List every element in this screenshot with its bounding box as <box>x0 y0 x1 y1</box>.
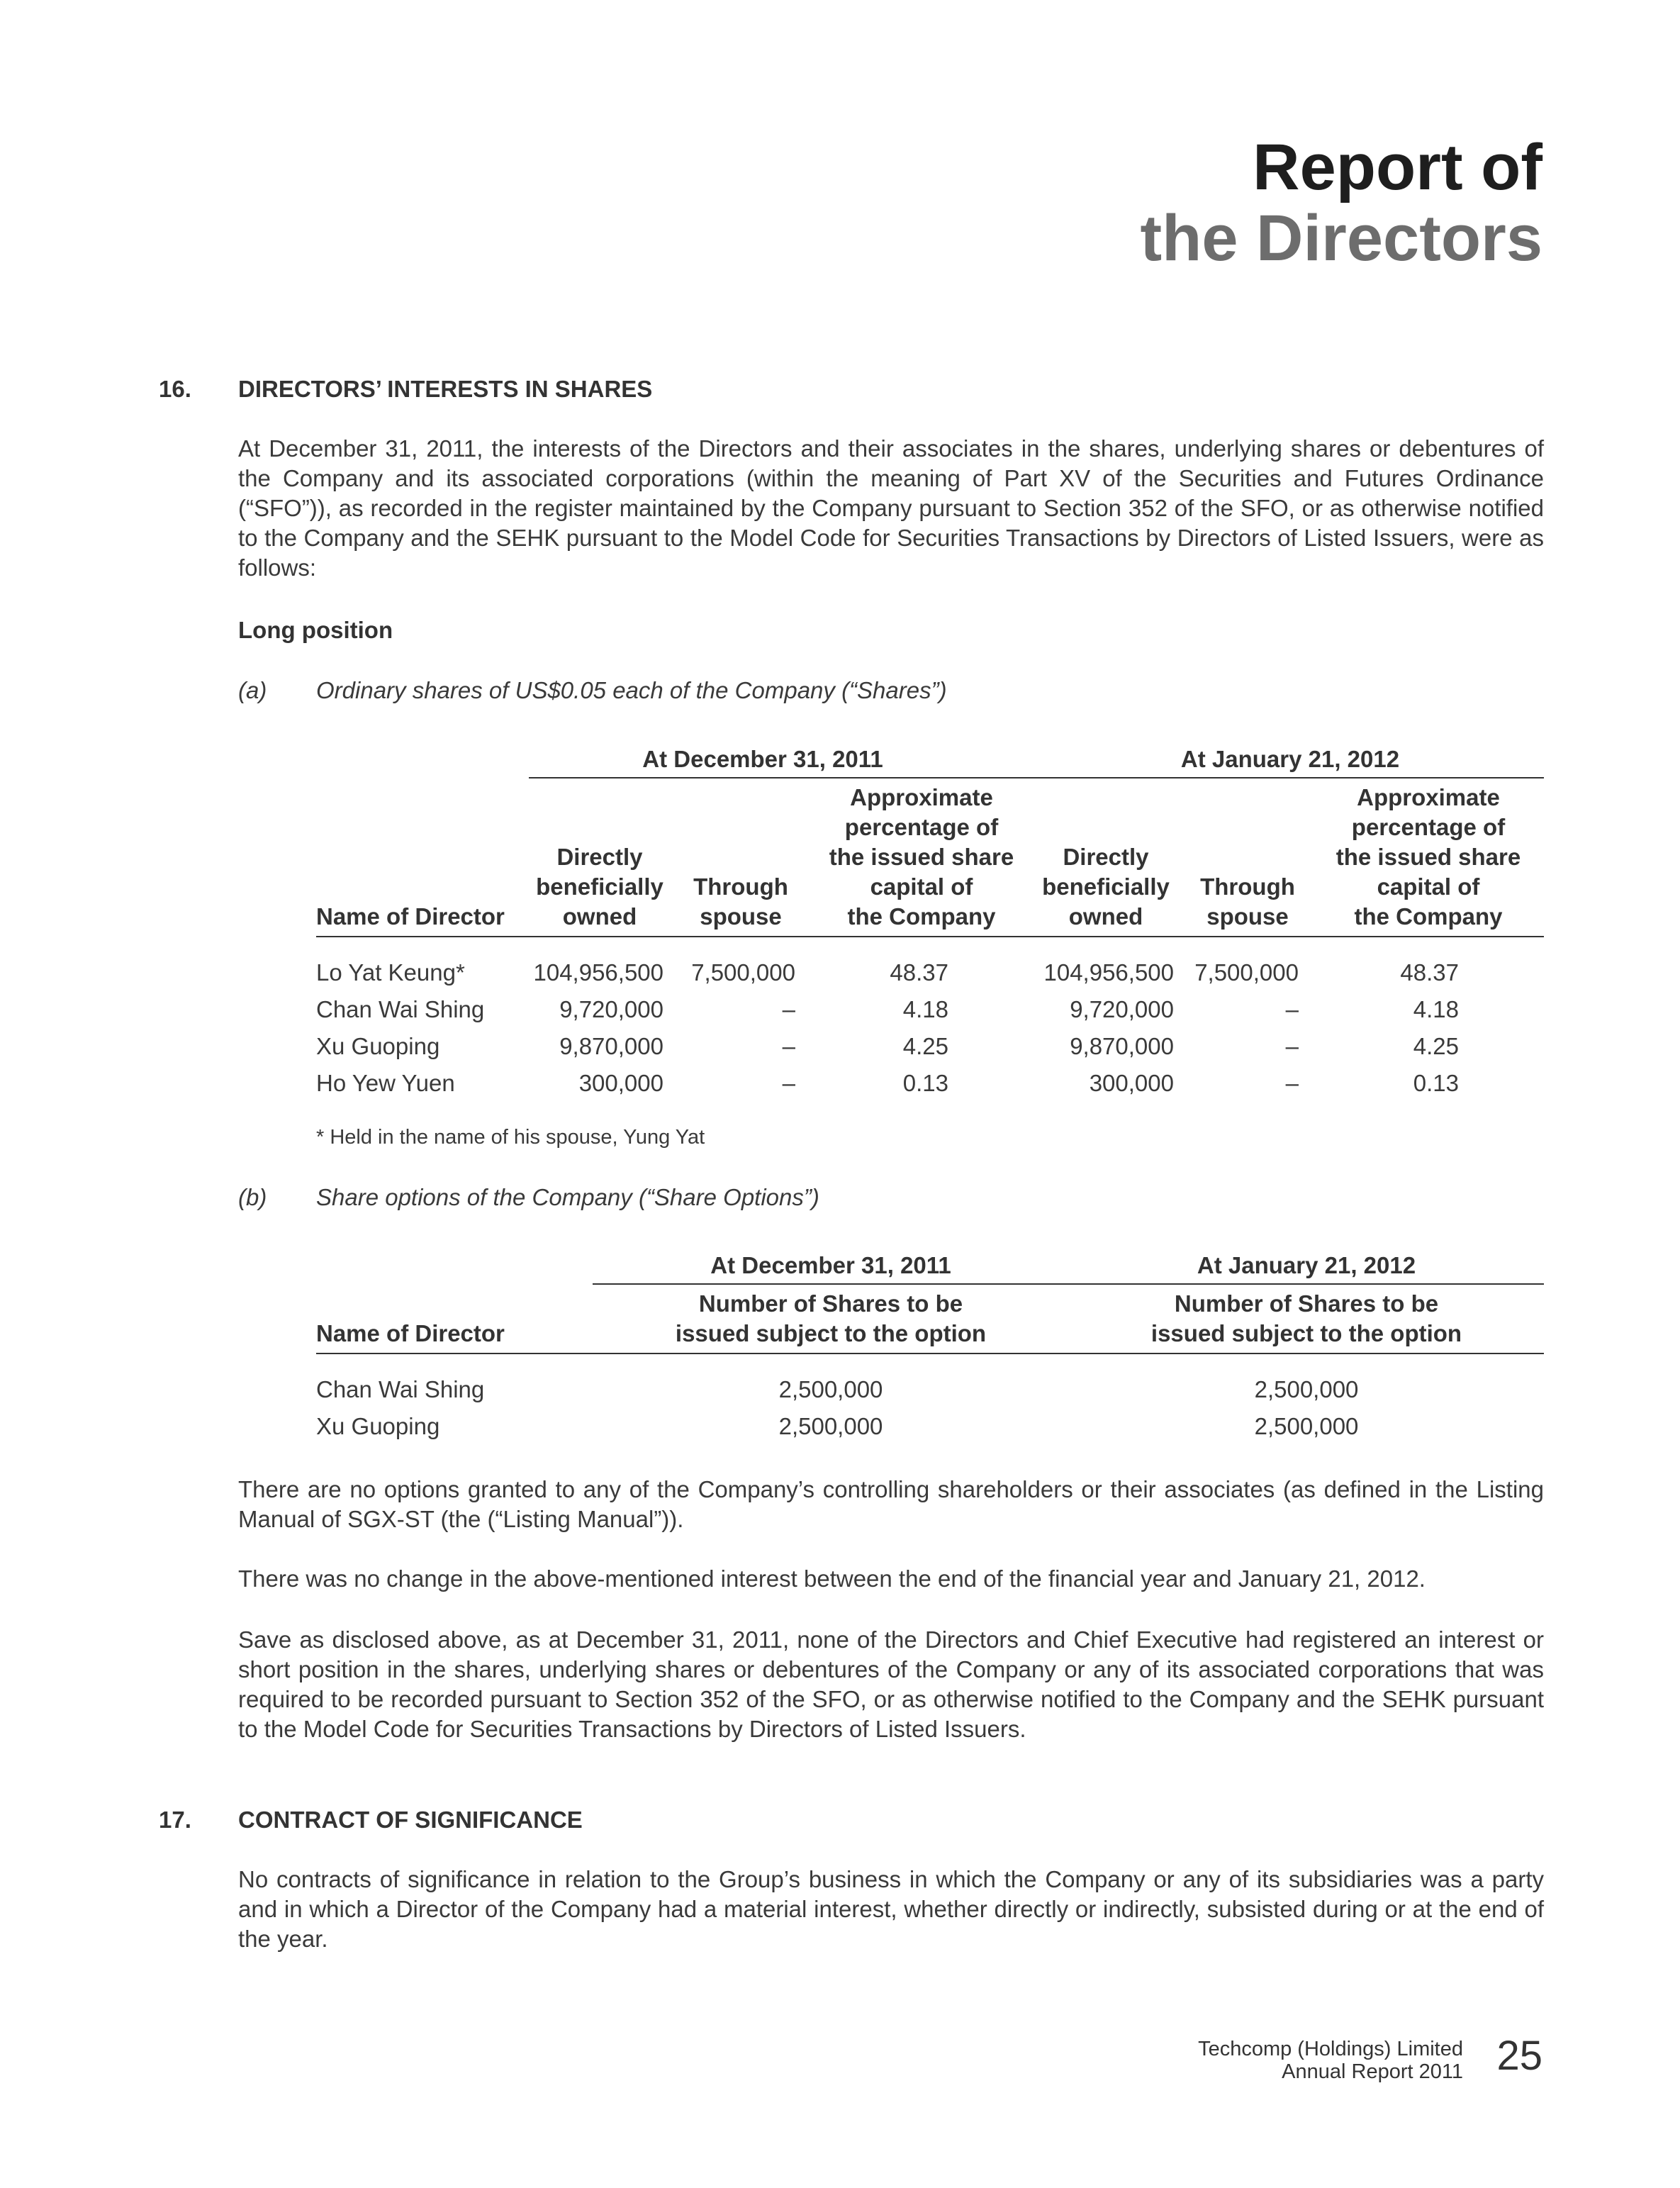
table-a-body <box>0 954 1680 1102</box>
pct-2011: 4.18 <box>902 996 948 1022</box>
table-b-col-name: Name of Director <box>316 1320 505 1346</box>
pct-2012: 4.25 <box>1413 1033 1459 1059</box>
table-row <box>0 1065 1680 1102</box>
section-17-title: CONTRACT OF SIGNIFICANCE <box>238 1807 583 1833</box>
direct-owned-2011: 9,720,000 <box>559 996 663 1022</box>
direct-owned-2012: 300,000 <box>1089 1070 1174 1096</box>
table-a-col-direct-1: Directly beneficially owned <box>536 844 663 930</box>
table-b-group-dec-2011: At December 31, 2011 <box>710 1252 951 1278</box>
direct-owned-2012: 9,870,000 <box>1070 1033 1174 1059</box>
direct-owned-2012: 104,956,500 <box>1043 959 1174 986</box>
section-16-intro: At December 31, 2011, the interests of the Directors and their associates in the shares, underlying shares or debentures of the Company and its associated corporations (within the meaning of Part XV of the Securities and Futures Ordinance (“SFO”)), as recorded in the register maintained by the Company pursuant to Section 352 of the SFO, or as otherwise notified to the Company and the SEHK pursuant to the Model Code for Securities Transactions by Directors of Listed Issuers, were as follows: <box>238 435 1544 581</box>
section-17-body: No contracts of significance in relation to the Group’s business in which the Company or any of its subsidiaries was a party and in which a Director of the Company had a material interest, whether directly or indirectly, subsisted during or at the end of the year. <box>238 1866 1544 1952</box>
table-b-col-num-2: Number of Shares to be issued subject to the option <box>1150 1290 1462 1346</box>
table-a-header-rule <box>316 936 1544 937</box>
table-a-col-spouse-1: Through spouse <box>693 873 788 930</box>
direct-owned-2011: 104,956,500 <box>533 959 663 986</box>
director-name: Ho Yew Yuen <box>316 1070 455 1096</box>
director-name: Chan Wai Shing <box>316 996 485 1022</box>
table-b-header-rule <box>316 1353 1544 1354</box>
direct-owned-2011: 300,000 <box>578 1070 663 1096</box>
no-change-paragraph: There was no change in the above-mentioned interest between the end of the financial year and January 21, 2012. <box>238 1565 1426 1592</box>
director-name: Xu Guoping <box>316 1413 440 1439</box>
footer-company <box>1198 2038 1463 2083</box>
pct-2011: 0.13 <box>902 1070 948 1096</box>
report-title-line2: the Directors <box>1140 202 1542 274</box>
spouse-2012: 7,500,000 <box>1194 959 1299 986</box>
page-number: 25 <box>1496 2033 1542 2079</box>
pct-2012: 4.18 <box>1413 996 1459 1022</box>
options-paragraph: There are no options granted to any of the Company’s controlling shareholders or their associates (as defined in the Listing Manual of SGX-ST (the (“Listing Manual”)). <box>238 1476 1544 1532</box>
table-b-body <box>0 1371 1680 1445</box>
item-b-title: Share options of the Company (“Share Options”) <box>316 1184 819 1210</box>
options-2011: 2,500,000 <box>778 1413 883 1439</box>
item-b-label: (b) <box>238 1184 267 1210</box>
table-a-col-pct-2: Approximate percentage of the issued share capital of the Company <box>1335 784 1521 930</box>
section-16-title: DIRECTORS’ INTERESTS IN SHARES <box>238 376 653 402</box>
table-a-group-dec-2011: At December 31, 2011 <box>642 746 883 772</box>
table-row <box>0 991 1680 1028</box>
options-2011: 2,500,000 <box>778 1376 883 1402</box>
options-2012: 2,500,000 <box>1254 1376 1359 1402</box>
spouse-2011: – <box>782 1070 795 1096</box>
report-title-line1: Report of <box>1253 131 1542 203</box>
spouse-2011: 7,500,000 <box>691 959 795 986</box>
table-a-footnote: * Held in the name of his spouse, Yung Yat <box>316 1126 705 1149</box>
table-a-col-spouse-2: Through spouse <box>1200 873 1295 930</box>
director-name: Chan Wai Shing <box>316 1376 485 1402</box>
table-a-col-direct-2: Directly beneficially owned <box>1042 844 1170 930</box>
table-a-col-name: Name of Director <box>316 903 505 930</box>
table-row <box>0 1408 1680 1445</box>
pct-2012: 48.37 <box>1400 959 1459 986</box>
director-name: Lo Yat Keung* <box>316 959 465 986</box>
spouse-2011: – <box>782 1033 795 1059</box>
direct-owned-2011: 9,870,000 <box>559 1033 663 1059</box>
save-as-disclosed-paragraph: Save as disclosed above, as at December 31, 2011, none of the Directors and Chief Executive had registered an interest or short position in the shares, underlying shares or debentures of the Company or any of its associated corporations that was required to be recorded pursuant to Section 352 of the SFO, or as otherwise notified to the Company and the SEHK pursuant to the Model Code for Securities Transactions by Directors of Listed Issuers. <box>238 1626 1544 1742</box>
footer-company-name: Techcomp (Holdings) Limited <box>1198 2038 1463 2060</box>
table-row <box>0 1028 1680 1065</box>
options-2012: 2,500,000 <box>1254 1413 1359 1439</box>
section-17-number: 17. <box>159 1807 191 1833</box>
table-b-col-num-1: Number of Shares to be issued subject to the option <box>675 1290 987 1346</box>
long-position-heading: Long position <box>238 617 393 643</box>
item-a-title: Ordinary shares of US$0.05 each of the Company (“Shares”) <box>316 677 947 703</box>
footer-report-name: Annual Report 2011 <box>1282 2060 1463 2083</box>
director-name: Xu Guoping <box>316 1033 440 1059</box>
spouse-2012: – <box>1285 1070 1299 1096</box>
pct-2011: 48.37 <box>890 959 948 986</box>
spouse-2011: – <box>782 996 795 1022</box>
direct-owned-2012: 9,720,000 <box>1070 996 1174 1022</box>
table-b-group-jan-2012: At January 21, 2012 <box>1197 1252 1416 1278</box>
table-a-col-pct-1: Approximate percentage of the issued share capital of the Company <box>829 784 1014 930</box>
table-b-group-rule <box>593 1283 1544 1285</box>
spouse-2012: – <box>1285 1033 1299 1059</box>
table-row <box>0 1371 1680 1408</box>
item-a-label: (a) <box>238 677 267 703</box>
table-a-group-rule <box>529 777 1544 778</box>
pct-2012: 0.13 <box>1413 1070 1459 1096</box>
table-a-group-jan-2012: At January 21, 2012 <box>1180 746 1400 772</box>
section-16-number: 16. <box>159 376 191 402</box>
spouse-2012: – <box>1285 996 1299 1022</box>
table-row <box>0 954 1680 991</box>
pct-2011: 4.25 <box>902 1033 948 1059</box>
